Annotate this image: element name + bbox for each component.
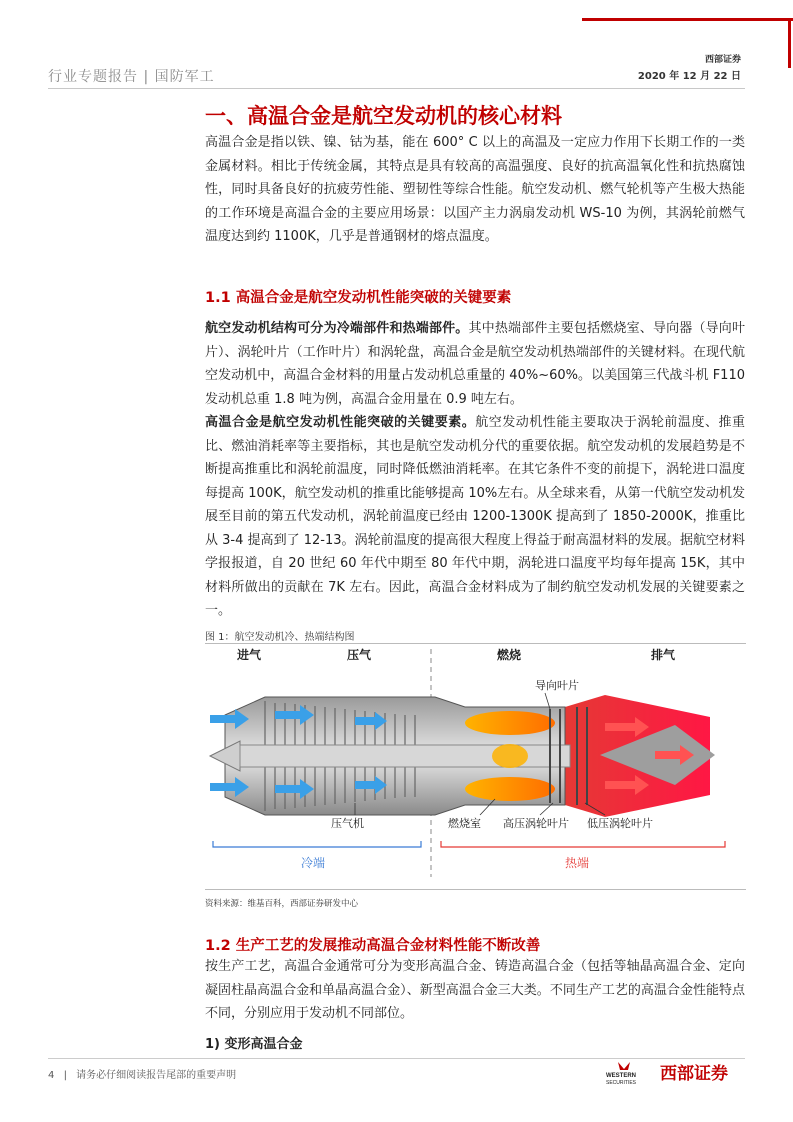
figure-source: 资料来源：维基百科，西部证券研发中心 bbox=[205, 899, 359, 909]
label-cold-end: 冷端 bbox=[301, 856, 326, 870]
label-hp-turbine: 高压涡轮叶片 bbox=[503, 818, 569, 830]
label-guide-vane: 导向叶片 bbox=[535, 680, 579, 692]
paragraph-process: 按生产工艺，高温合金通常可分为变形高温合金、铸造高温合金（包括等轴晶高温合金、定向凝固柱晶高温合金和单晶高温合金）、新型高温合金三大类。不同生产工艺的高温合金性能特点不同，分别应用于发动机不同部位。 bbox=[205, 959, 745, 1021]
zone-combust: 燃烧 bbox=[497, 648, 522, 662]
page-number: 4 bbox=[48, 1070, 55, 1081]
figure-bottom-rule bbox=[205, 889, 746, 890]
combustion-core bbox=[492, 744, 528, 768]
paragraph-structure-lead: 航空发动机结构可分为冷端部件和热端部件。 bbox=[205, 321, 469, 336]
header-divider bbox=[48, 88, 745, 89]
header-company: 西部证券 bbox=[704, 55, 741, 65]
zone-intake: 进气 bbox=[237, 648, 262, 662]
combustion-lower bbox=[465, 777, 555, 801]
header-date: 2020 年 12 月 22 日 bbox=[637, 71, 741, 82]
logo-cn: 西部证券 bbox=[660, 1064, 728, 1084]
engine-diagram bbox=[205, 645, 746, 887]
logo-en: WESTERN bbox=[606, 1073, 636, 1079]
disclaimer-note: 请务必仔细阅读报告尾部的重要声明 bbox=[76, 1070, 237, 1081]
paragraph-key-factor-lead: 高温合金是航空发动机性能突破的关键要素。 bbox=[205, 415, 476, 430]
paragraph-structure bbox=[205, 317, 745, 411]
paragraph-structure-body: 其中热端部件主要包括燃烧室、导向器（导向叶片）、涡轮叶片（工作叶片）和涡轮盘，高温合金是航空发动机热端部件的关键材料。在现代航空发动机中，高温合金材料的用量占发动机总重量的 40%~60%。以美国第三代战斗机 F110 发动机总重 1.8 吨为例，高温合金用量在 0.9 吨左右。 bbox=[205, 321, 745, 407]
logo-en2: SECURITIES bbox=[606, 1080, 637, 1086]
footer-text: 4 | 请务必仔细阅读报告尾部的重要声明 bbox=[48, 1070, 237, 1081]
logo-mark-icon bbox=[618, 1062, 630, 1070]
header-category: 行业专题报告 | 国防军工 bbox=[48, 69, 215, 85]
corner-accent-horizontal bbox=[582, 18, 793, 21]
hot-end-bracket bbox=[441, 841, 725, 847]
label-hot-end: 热端 bbox=[565, 856, 590, 870]
subsection-title-1-2: 1.2 生产工艺的发展推动高温合金材料性能不断改善 bbox=[205, 938, 541, 954]
combustion-upper bbox=[465, 711, 555, 735]
figure-caption: 图 1：航空发动机冷、热端结构图 bbox=[205, 632, 355, 643]
zone-compress: 压气 bbox=[347, 648, 372, 662]
subheading-wrought: 1) 变形高温合金 bbox=[205, 1037, 303, 1052]
label-compressor: 压气机 bbox=[331, 818, 364, 830]
company-logo bbox=[604, 1058, 749, 1086]
corner-accent-vertical bbox=[788, 18, 791, 68]
cold-end-bracket bbox=[213, 841, 421, 847]
figure-top-rule bbox=[205, 643, 746, 644]
section-title: 一、高温合金是航空发动机的核心材料 bbox=[205, 104, 562, 128]
label-combustor: 燃烧室 bbox=[448, 818, 481, 830]
intro-paragraph: 高温合金是指以铁、镍、钴为基，能在 600° C 以上的高温及一定应力作用下长期工作的一类金属材料。相比于传统金属，其特点是具有较高的高温强度、良好的抗高温氧化性和抗热腐蚀性，同时具备良好的抗疲劳性能、塑韧性等综合性能。航空发动机、燃气轮机等产生极大热能的工作环境是高温合金的主要应用场景：以国产主力涡扇发动机 WS-10 为例，其涡轮前燃气温度达到约 1100K，几乎是普通钢材的熔点温度。 bbox=[205, 135, 745, 244]
zone-exhaust: 排气 bbox=[651, 648, 676, 662]
paragraph-key-factor-body: 航空发动机性能主要取决于涡轮前温度、推重比、燃油消耗率等主要指标，其也是航空发动机分代的重要依据。航空发动机的发展趋势是不断提高推重比和涡轮前温度，同时降低燃油消耗率。在其它条件不变的前提下，涡轮进口温度每提高 100K，航空发动机的推重比能够提高 10%左右。从全球来看，从第一代航空发动机发展至目前的第五代发动机，涡轮前温度已经由 1200-1300K 提高到了 1850-2000K，推重比从 3-4 提高到了 12-13。涡轮前温度的提高很大程度上得益于耐高温材料的发展。据航空材料学报报道，自 20 世纪 60 年代中期至 80 年代中期，涡轮进口温度平均每年提高 15K，其中材料所做出的贡献在 7K 左右。因此，高温合金材料成为了制约航空发动机发展的关键要素之一。 bbox=[205, 415, 745, 618]
subsection-title-1-1: 1.1 高温合金是航空发动机性能突破的关键要素 bbox=[205, 290, 512, 306]
label-lp-turbine: 低压涡轮叶片 bbox=[587, 818, 653, 830]
paragraph-key-factor bbox=[205, 411, 745, 623]
